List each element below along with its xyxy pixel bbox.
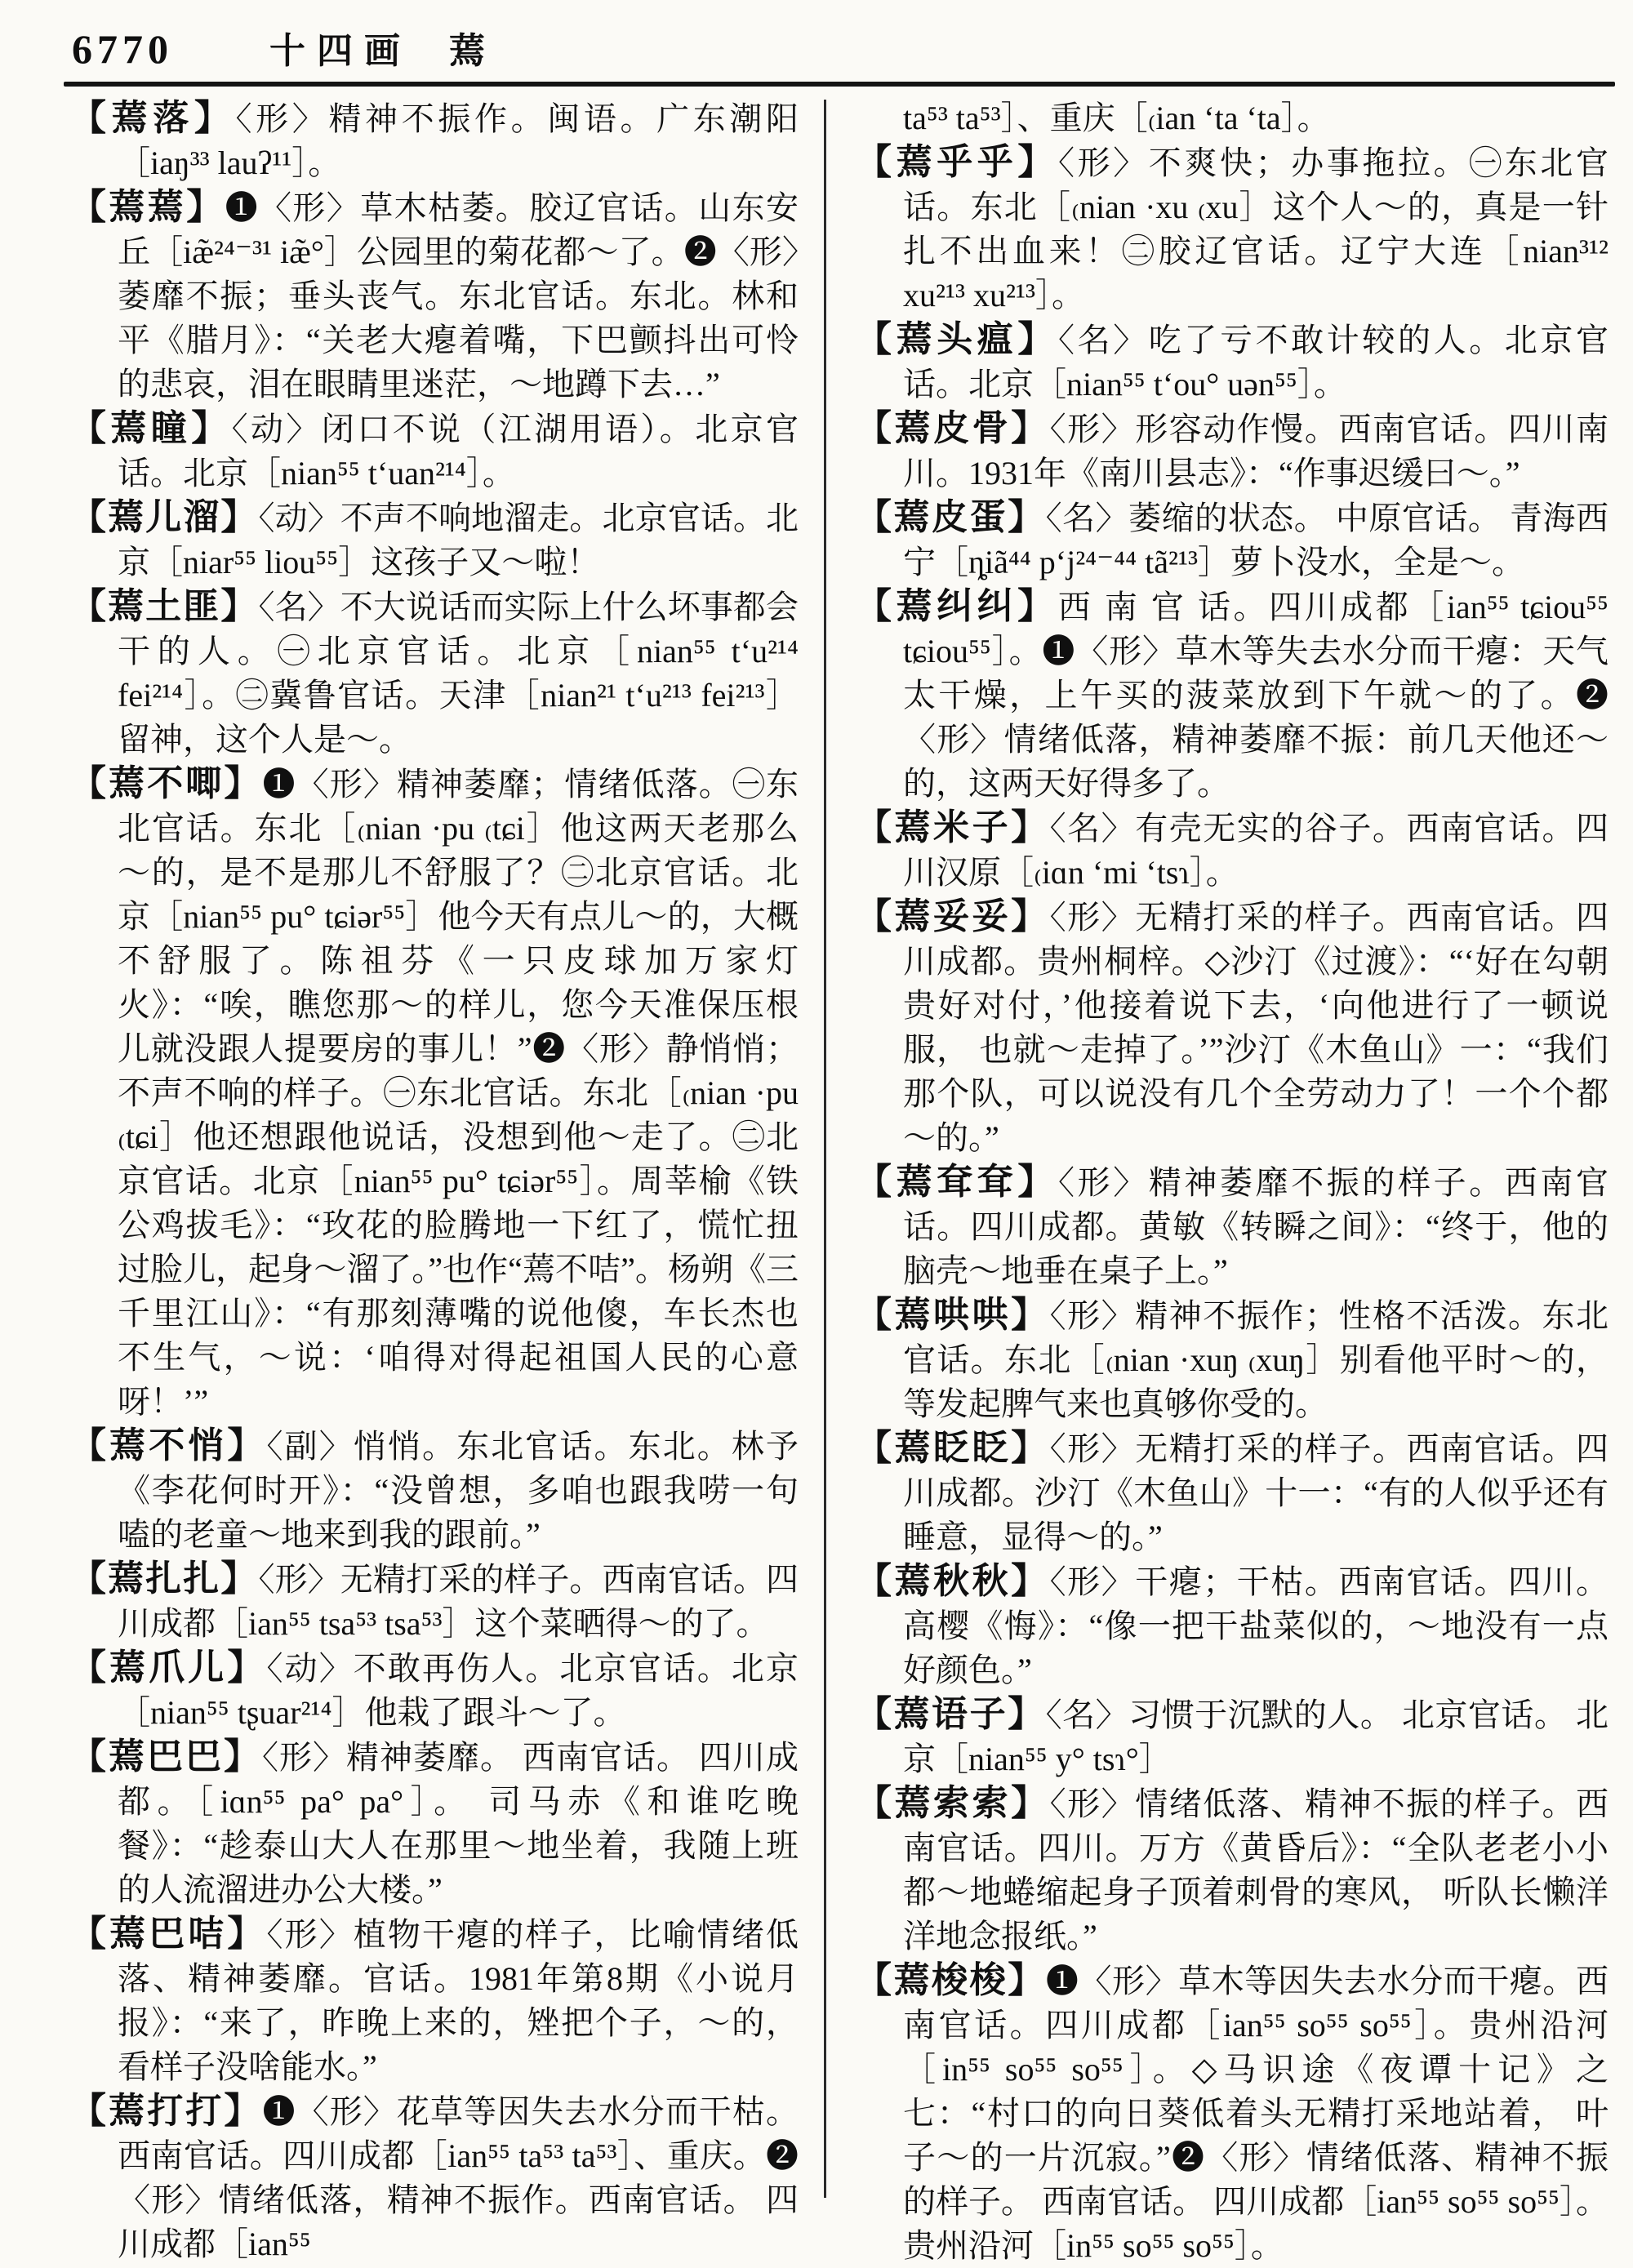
entry-body: ta⁵³ ta⁵³］、重庆［₍ian ʻta ʻta］。 [903,100,1330,136]
entry-headword: 【蔫儿溜】 [70,497,259,537]
entry-body: 〈形〉干瘪；干枯。西南官话。四川。高樱《悔》：“像一把干盐菜似的，～地没有一点好颜色。” [903,1563,1609,1688]
dict-entry [70,1557,799,1646]
entry-headword: 【蔫皮蛋】 [856,497,1046,537]
dict-entry [70,185,799,407]
entry-headword: 【蔫扎扎】 [70,1559,259,1599]
dict-entry [856,585,1609,806]
dict-entry [856,496,1609,585]
entry-headword: 【蔫蔫】 [70,187,225,227]
dict-entry [70,585,799,762]
entry-body: 〈形〉形容动作慢。西南官话。四川南川。1931年《南川县志》：“作事迟缓曰～。” [903,411,1609,491]
entry-headword: 【蔫巴咭】 [70,1914,267,1954]
column-divider [824,100,826,2198]
dict-entry-continuation [856,96,1609,140]
entry-body: ❶〈形〉精神萎靡；情绪低落。㊀东北官话。东北［₍nian ·pu ₍tɕi］他这两天老那么～的，是不是那儿不舒服了？㊁北京官话。北京［nian⁵⁵ pu° tɕiər⁵⁵］他今天有点儿～的，大概不舒服了。陈祖芬《一只皮球加万家灯火》：“唉，瞧您那～的样儿，您今天准保压根儿就没跟人提要房的事儿！”❷〈形〉静悄悄；不声不响的样子。㊀东北官话。东北［₍nian ·pu ₍tɕi］他还想跟他说话，没想到他～走了。㊁北京官话。北京［nian⁵⁵ pu° tɕiər⁵⁵］。周莘榆《铁公鸡拔毛》：“玫花的脸腾地一下红了，慌忙扭过脸儿，起身～溜了。”也作“蔫不咭”。杨朔《三千里江山》：“有那刻薄嘴的说他傻，车长杰也不生气，～说：‘咱得对得起祖国人民的心意呀！’” [118,766,799,1420]
dict-entry [856,1293,1609,1426]
dict-entry [70,762,799,1424]
entry-body: 西 南 官 话。四川成都［ian⁵⁵ tɕiou⁵⁵ tɕiou⁵⁵］。❶〈形〉草木等失去水分而干瘪：天气太干燥，上午买的菠菜放到下午就～的了。❷〈形〉情绪低落，精神萎靡不振：前几天他还～的，这两天好得多了。 [903,589,1609,802]
entry-headword: 【蔫土匪】 [70,586,259,626]
entry-body: 〈名〉不大说话而实际上什么坏事都会干的人。㊀北京官话。北京［nian⁵⁵ t‘u²¹⁴ fei²¹⁴］。㊁冀鲁官话。天津［nian²¹ t‘u²¹³ fei²¹³］留神，这个人是～。 [118,589,799,758]
entry-headword: 【蔫妥妥】 [856,896,1050,936]
entry-headword: 【蔫纠纠】 [856,586,1058,626]
dict-entry [856,1781,1609,1959]
entry-body: ❶〈形〉草木枯萎。胶辽官话。山东安丘［iæ̃²⁴⁻³¹ iæ̃°］公园里的菊花都～了。❷〈形〉萎靡不振；垂头丧气。东北官话。东北。林和平《腊月》：“关老大瘪着嘴，下巴颤抖出可怜的悲哀，泪在眼睛里迷茫，～地蹲下去…” [118,189,799,402]
entry-headword: 【蔫哄哄】 [856,1295,1050,1335]
dict-entry [70,1912,799,2089]
entry-body: 〈形〉无精打采的样子。西南官话。四川成都。贵州桐梓。◇沙汀《过渡》：“‘好在勾朝贵好对付，’他接着说下去，‘向他进行了一顿说服， 也就～走掉了。’”沙汀《木鱼山》一：“我们那个队，可以说没有几个全劳动力了！一个个都～的。” [903,899,1609,1156]
entry-headword: 【蔫落】 [70,98,236,138]
entry-headword: 【蔫爪儿】 [70,1648,267,1688]
entry-body: 〈名〉有壳无实的谷子。西南官话。四川汉原［₍iɑn ʻmi ʻtsɿ］。 [903,810,1609,891]
section-title: 十四画 [269,31,412,71]
entry-headword: 【蔫语子】 [856,1694,1046,1734]
entry-headword: 【蔫瞳】 [70,408,232,448]
entry-body: 〈形〉精神萎靡。 西南官话。 四川成都。［iɑn⁵⁵ pa° pa°］。 司马赤《和谁吃晚餐》：“趁泰山大人在那里～地坐着，我随上班的人流溜进办公大楼。” [118,1739,799,1908]
left-column [70,96,799,2266]
dict-entry [856,1959,1609,2268]
dict-entry [856,318,1609,407]
entry-body: 〈动〉闭口不说（江湖用语）。北京官话。北京［nian⁵⁵ t‘uan²¹⁴］。 [118,411,799,491]
section-character: 蔫 [449,31,485,71]
entry-headword: 【蔫不唧】 [70,763,263,803]
entry-headword: 【蔫不悄】 [70,1425,267,1465]
entry-headword: 【蔫眨眨】 [856,1428,1050,1468]
header-rule [64,82,1615,87]
entry-body: ❶〈形〉花草等因失去水分而干枯。西南官话。四川成都［ian⁵⁵ ta⁵³ ta⁵³］、重庆。❷〈形〉情绪低落，精神不振作。西南官话。 四川成都［ian⁵⁵ [118,2093,799,2262]
dict-entry [70,496,799,585]
entry-body: 〈形〉情绪低落、精神不振的样子。西南官话。四川。万方《黄昏后》：“全队老老小小都～地蜷缩起身子顶着刺骨的寒风， 听队长懒洋洋地念报纸。” [903,1785,1609,1954]
entry-headword: 【蔫梭梭】 [856,1960,1046,2000]
entry-headword: 【蔫打打】 [70,2091,263,2131]
page-header [72,21,1607,73]
entry-body: 〈名〉萎缩的状态。 中原官话。 青海西宁［ȵiã⁴⁴ p‘j²⁴⁻⁴⁴ tã²¹³］萝卜没水，全是～。 [903,500,1609,580]
dict-entry [856,1160,1609,1293]
entry-body: 〈形〉无精打采的样子。西南官话。四川成都。沙汀《木鱼山》十一：“有的人似乎还有睡意，显得～的。” [903,1430,1609,1555]
dict-entry [856,140,1609,318]
entry-headword: 【蔫乎乎】 [856,142,1058,182]
entry-headword: 【蔫耷耷】 [856,1162,1058,1202]
dict-entry [70,1424,799,1557]
entry-headword: 【蔫巴巴】 [70,1737,262,1777]
entry-headword: 【蔫秋秋】 [856,1561,1050,1601]
dict-entry [70,1735,799,1912]
entry-headword: 【蔫米子】 [856,807,1050,847]
entry-body: 〈动〉不声不响地溜走。北京官话。北京［niar⁵⁵ liou⁵⁵］这孩子又～啦！ [118,500,799,580]
entry-body: 〈形〉植物干瘪的样子，比喻情绪低落、精神萎靡。官话。1981年第8期《小说月报》：“来了，昨晚上来的，矬把个子，～的，看样子没啥能水。” [118,1916,799,2085]
dict-entry [856,895,1609,1160]
entry-body: 〈形〉不爽快；办事拖拉。㊀东北官话。东北［₍nian ·xu ₍xu］这个人～的，真是一针扎不出血来！㊁胶辽官话。辽宁大连［nian³¹² xu²¹³ xu²¹³］。 [903,145,1609,314]
entry-body: 〈名〉习惯于沉默的人。 北京官话。 北京［nian⁵⁵ y° tsɿ°］ [903,1697,1609,1777]
dict-entry [70,2089,799,2266]
entry-body: 〈形〉精神萎靡不振的样子。西南官话。四川成都。黄敏《转瞬之间》：“终于，他的脑壳～地垂在桌子上。” [903,1164,1609,1289]
entry-body: 〈名〉吃了亏不敢计较的人。北京官话。北京［nian⁵⁵ t‘ou° uən⁵⁵］。 [903,322,1609,402]
entry-body: 〈形〉精神不振作。闽语。广东潮阳［iaŋ³³ lauʔ¹¹］。 [118,100,799,181]
entry-headword: 【蔫索索】 [856,1783,1050,1823]
dict-entry [856,1692,1609,1781]
entry-headword: 【蔫皮骨】 [856,408,1050,448]
dict-entry [856,1426,1609,1559]
entry-body: ❶〈形〉草木等因失去水分而干瘪。西南官话。四川成都［ian⁵⁵ so⁵⁵ so⁵⁵］。贵州沿河［in⁵⁵ so⁵⁵ so⁵⁵］。◇马识途《夜谭十记》之七：“村口的向日葵低着头无精打采地站着， 叶子～的一片沉寂。”❷〈形〉情绪低落、精神不振的样子。 西南官话。 四川成都［ian⁵⁵ so⁵⁵ so⁵⁵］。贵州沿河［in⁵⁵ so⁵⁵ so⁵⁵］。 [903,1963,1609,2264]
page-number: 6770 [72,26,173,72]
entry-headword: 【蔫头瘟】 [856,319,1058,359]
dict-entry [70,1646,799,1735]
dict-entry [856,806,1609,895]
dict-entry [70,407,799,496]
dict-entry [856,407,1609,496]
right-column [856,96,1609,2268]
dict-entry [70,96,799,185]
entry-body: 〈形〉无精打采的样子。西南官话。四川成都［ian⁵⁵ tsa⁵³ tsa⁵³］这个菜晒得～的了。 [118,1561,799,1642]
entry-body: 〈形〉精神不振作；性格不活泼。东北官话。东北［₍nian ·xuŋ ₍xuŋ］别看他平时～的，等发起脾气来也真够你受的。 [903,1297,1609,1422]
dict-entry [856,1559,1609,1692]
entry-body: 〈动〉不敢再伤人。北京官话。北京［nian⁵⁵ tʂuar²¹⁴］他栽了跟斗～了。 [118,1650,799,1731]
entry-body: 〈副〉悄悄。东北官话。东北。林予《李花何时开》：“没曾想，多咱也跟我唠一句嗑的老童～地来到我的跟前。” [118,1428,799,1553]
